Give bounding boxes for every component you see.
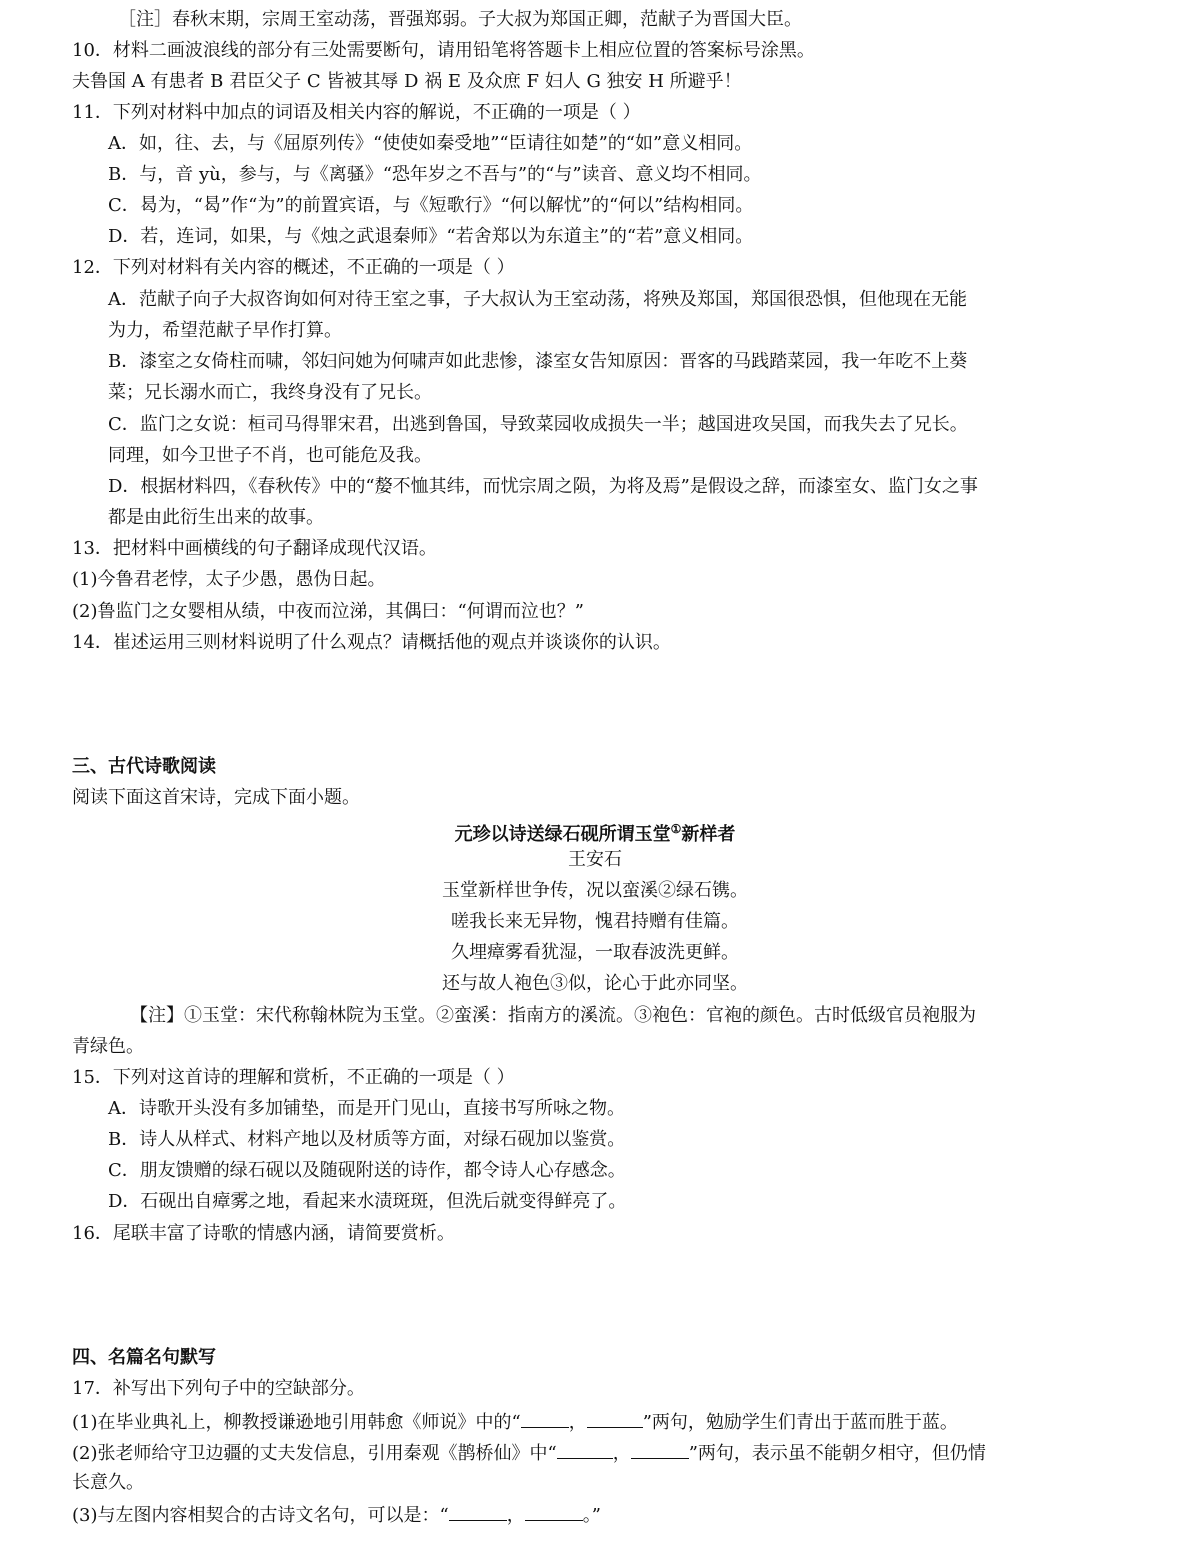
- fill-blank[interactable]: [525, 1502, 583, 1521]
- question-13-item-2: (2)鲁监门之女婴相从绩，中夜而泣涕，其偶曰：“何谓而泣也？”: [72, 601, 584, 622]
- question-10-text: 夫鲁国 A 有患者 B 君臣父子 C 皆被其辱 D 祸 E 及众庶 F 妇人 G 独安 H 所避乎！: [72, 71, 742, 92]
- question-17-item-2: [72, 1440, 986, 1466]
- poem-line-1: 玉堂新样世争传，况以蛮溪②绿石镌。: [442, 880, 748, 901]
- item-3-comma: ，: [506, 1505, 525, 1526]
- item-2-comma: ，: [612, 1443, 631, 1464]
- poem-author: 王安石: [568, 849, 622, 870]
- poem-title-footnote-mark: ①: [670, 822, 682, 836]
- poem-title-main: 元珍以诗送绿石砚所谓玉堂: [454, 824, 671, 845]
- question-15-stem: 15．下列对这首诗的理解和赏析，不正确的一项是（ ）: [72, 1067, 515, 1088]
- material-note: ［注］春秋末期，宗周王室动荡，晋强郑弱。子大叔为郑国正卿，范献子为晋国大臣。: [118, 9, 802, 30]
- question-12-stem: 12．下列对材料有关内容的概述，不正确的一项是（ ）: [72, 257, 515, 278]
- item-2-suffix: ”两句，表示虽不能朝夕相守，但仍情: [688, 1443, 986, 1464]
- item-1-comma: ，: [568, 1412, 587, 1433]
- question-11-option-b: B．与，音 yù，参与，与《离骚》“恐年岁之不吾与”的“与”读音、意义均不相同。: [108, 164, 762, 185]
- fill-blank[interactable]: [631, 1440, 689, 1459]
- fill-blank[interactable]: [587, 1409, 643, 1428]
- question-11-option-d: D．若，连词，如果，与《烛之武退秦师》“若舍郑以为东道主”的“若”意义相同。: [108, 226, 754, 247]
- item-1-prefix: (1)在毕业典礼上，柳教授谦逊地引用韩愈《师说》中的“: [72, 1412, 521, 1433]
- poem-line-2: 嗟我长来无异物，愧君持赠有佳篇。: [451, 911, 739, 932]
- fill-blank[interactable]: [521, 1409, 569, 1428]
- question-15-option-a: A．诗歌开头没有多加铺垫，而是开门见山，直接书写所咏之物。: [108, 1098, 625, 1119]
- question-12-option-b-line2: 菜；兄长溺水而亡，我终身没有了兄长。: [108, 382, 432, 403]
- poem-title-tail: 新样者: [681, 824, 736, 845]
- question-13-item-1: (1)今鲁君老悖，太子少愚，愚伪日起。: [72, 569, 386, 590]
- question-12-option-d-line1: D．根据材料四，《春秋传》中的“嫠不恤其纬，而忧宗周之陨，为将及焉”是假设之辞，而漆室女、监门女之事: [108, 476, 978, 497]
- question-16-stem: 16．尾联丰富了诗歌的情感内涵，请简要赏析。: [72, 1223, 455, 1244]
- question-15-option-c: C．朋友馈赠的绿石砚以及随砚附送的诗作，都令诗人心存感念。: [108, 1160, 626, 1181]
- poem-note-line1: 【注】①玉堂：宋代称翰林院为玉堂。②蛮溪：指南方的溪流。③袍色：官袍的颜色。古时低级官员袍服为: [130, 1005, 976, 1026]
- question-12-option-d-line2: 都是由此衍生出来的故事。: [108, 507, 324, 528]
- poem-title: [0, 817, 1190, 847]
- question-11-option-a: A．如，往、去，与《屈原列传》“使使如秦受地”“臣请往如楚”的“如”意义相同。: [108, 133, 753, 154]
- question-17-item-2-cont: 长意久。: [72, 1472, 144, 1493]
- question-15-option-d: D．石砚出自瘴雾之地，看起来水渍斑斑，但洗后就变得鲜亮了。: [108, 1191, 627, 1212]
- question-13-stem: 13．把材料中画横线的句子翻译成现代汉语。: [72, 538, 437, 559]
- question-17-item-1: [72, 1409, 958, 1435]
- question-10-stem: 10．材料二画波浪线的部分有三处需要断句，请用铅笔将答题卡上相应位置的答案标号涂黑。: [72, 40, 815, 61]
- question-14-stem: 14．崔述运用三则材料说明了什么观点？请概括他的观点并谈谈你的认识。: [72, 632, 671, 653]
- question-15-option-b: B．诗人从样式、材料产地以及材质等方面，对绿石砚加以鉴赏。: [108, 1129, 626, 1150]
- item-2-prefix: (2)张老师给守卫边疆的丈夫发信息，引用秦观《鹊桥仙》中“: [72, 1443, 557, 1464]
- fill-blank[interactable]: [449, 1502, 507, 1521]
- question-17-item-3: [72, 1502, 601, 1528]
- item-3-prefix: (3)与左图内容相契合的古诗文名句，可以是：“: [72, 1505, 449, 1526]
- section-4-heading: 四、名篇名句默写: [72, 1347, 216, 1368]
- question-17-stem: 17．补写出下列句子中的空缺部分。: [72, 1378, 365, 1399]
- question-12-option-a-line2: 为力，希望范献子早作打算。: [108, 320, 342, 341]
- section-3-heading: 三、古代诗歌阅读: [72, 756, 216, 777]
- item-1-suffix: ”两句，勉励学生们青出于蓝而胜于蓝。: [642, 1412, 958, 1433]
- fill-blank[interactable]: [557, 1440, 613, 1459]
- question-12-option-b-line1: B．漆室之女倚柱而啸，邻妇问她为何啸声如此悲惨，漆室女告知原因：晋客的马践踏菜园，我一年吃不上葵: [108, 351, 968, 372]
- item-3-suffix: 。”: [582, 1505, 601, 1526]
- question-11-option-c: C．曷为，“曷”作“为”的前置宾语，与《短歌行》“何以解忧”的“何以”结构相同。: [108, 195, 754, 216]
- poem-line-4: 还与故人袍色③似，论心于此亦同坚。: [442, 973, 748, 994]
- question-11-stem: 11．下列对材料中加点的词语及相关内容的解说，不正确的一项是（ ）: [72, 102, 641, 123]
- poem-note-line2: 青绿色。: [72, 1036, 144, 1057]
- question-12-option-a-line1: A．范献子向子大叔咨询如何对待王室之事，子大叔认为王室动荡，将殃及郑国，郑国很恐惧，但他现在无能: [108, 289, 967, 310]
- question-12-option-c-line2: 同理，如今卫世子不肖，也可能危及我。: [108, 445, 432, 466]
- question-12-option-c-line1: C．监门之女说：桓司马得罪宋君，出逃到鲁国，导致菜园收成损失一半；越国进攻吴国，而我失去了兄长。: [108, 414, 968, 435]
- section-3-intro: 阅读下面这首宋诗，完成下面小题。: [72, 787, 360, 808]
- poem-line-3: 久埋瘴雾看犹湿，一取春波洗更鲜。: [451, 942, 739, 963]
